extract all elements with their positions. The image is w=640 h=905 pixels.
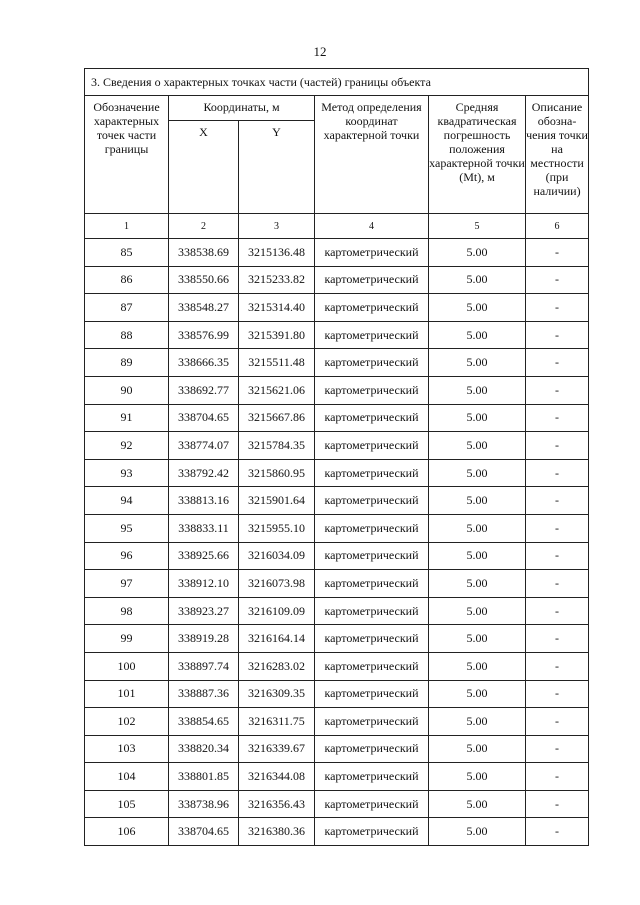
cell-error: 5.00 (429, 487, 526, 515)
cell-point: 103 (85, 735, 169, 763)
cell-error: 5.00 (429, 735, 526, 763)
cell-y: 3215901.64 (239, 487, 315, 515)
cell-y: 3216344.08 (239, 763, 315, 791)
cell-y: 3215784.35 (239, 432, 315, 460)
header-coords: Координаты, м (169, 96, 315, 121)
col-number: 6 (526, 214, 589, 239)
cell-x: 338801.85 (169, 763, 239, 791)
cell-point: 106 (85, 818, 169, 846)
table-row (85, 708, 589, 736)
cell-point: 92 (85, 432, 169, 460)
table-row (85, 735, 589, 763)
cell-method: картометрический (315, 321, 429, 349)
table-row (85, 349, 589, 377)
cell-method: картометрический (315, 514, 429, 542)
table-row (85, 790, 589, 818)
table-row (85, 404, 589, 432)
cell-point: 96 (85, 542, 169, 570)
cell-description: - (526, 680, 589, 708)
table-row (85, 652, 589, 680)
header-x: X (169, 121, 239, 214)
col-number: 4 (315, 214, 429, 239)
cell-method: картометрический (315, 432, 429, 460)
cell-method: картометрический (315, 625, 429, 653)
cell-point: 95 (85, 514, 169, 542)
table-row (85, 321, 589, 349)
cell-error: 5.00 (429, 376, 526, 404)
header-description: Описание обозна-чения точки на местности (при наличии) (526, 96, 589, 214)
cell-error: 5.00 (429, 294, 526, 322)
cell-description: - (526, 597, 589, 625)
cell-method: картометрический (315, 459, 429, 487)
cell-method: картометрический (315, 487, 429, 515)
cell-method: картометрический (315, 349, 429, 377)
cell-point: 90 (85, 376, 169, 404)
table-row (85, 376, 589, 404)
cell-error: 5.00 (429, 239, 526, 267)
section-title: 3. Сведения о характерных точках части (частей) границы объекта (85, 69, 589, 96)
cell-point: 99 (85, 625, 169, 653)
cell-description: - (526, 349, 589, 377)
cell-method: картометрический (315, 376, 429, 404)
col-number: 1 (85, 214, 169, 239)
cell-method: картометрический (315, 790, 429, 818)
table-row (85, 818, 589, 846)
cell-y: 3216164.14 (239, 625, 315, 653)
cell-error: 5.00 (429, 459, 526, 487)
cell-y: 3216339.67 (239, 735, 315, 763)
cell-x: 338738.96 (169, 790, 239, 818)
cell-method: картометрический (315, 294, 429, 322)
header-point: Обозначение характерных точек части границы (85, 96, 169, 214)
cell-y: 3215621.06 (239, 376, 315, 404)
cell-y: 3216073.98 (239, 570, 315, 598)
cell-method: картометрический (315, 818, 429, 846)
cell-y: 3216356.43 (239, 790, 315, 818)
cell-error: 5.00 (429, 818, 526, 846)
table-row (85, 432, 589, 460)
cell-description: - (526, 542, 589, 570)
cell-x: 338854.65 (169, 708, 239, 736)
cell-x: 338548.27 (169, 294, 239, 322)
header-y: Y (239, 121, 315, 214)
cell-description: - (526, 570, 589, 598)
table-row (85, 625, 589, 653)
cell-point: 100 (85, 652, 169, 680)
column-numbers-row (85, 214, 589, 239)
cell-y: 3216311.75 (239, 708, 315, 736)
cell-point: 97 (85, 570, 169, 598)
cell-error: 5.00 (429, 514, 526, 542)
cell-error: 5.00 (429, 652, 526, 680)
cell-x: 338576.99 (169, 321, 239, 349)
table-row (85, 597, 589, 625)
cell-description: - (526, 404, 589, 432)
cell-x: 338820.34 (169, 735, 239, 763)
page-number: 12 (313, 44, 327, 59)
cell-method: картометрический (315, 404, 429, 432)
cell-error: 5.00 (429, 597, 526, 625)
cell-description: - (526, 239, 589, 267)
cell-y: 3216309.35 (239, 680, 315, 708)
cell-error: 5.00 (429, 432, 526, 460)
cell-y: 3215860.95 (239, 459, 315, 487)
cell-x: 338774.07 (169, 432, 239, 460)
cell-x: 338912.10 (169, 570, 239, 598)
cell-y: 3216109.09 (239, 597, 315, 625)
cell-point: 91 (85, 404, 169, 432)
cell-method: картометрический (315, 597, 429, 625)
cell-point: 85 (85, 239, 169, 267)
table-row (85, 570, 589, 598)
cell-description: - (526, 487, 589, 515)
cell-x: 338538.69 (169, 239, 239, 267)
cell-x: 338792.42 (169, 459, 239, 487)
cell-y: 3216380.36 (239, 818, 315, 846)
cell-description: - (526, 294, 589, 322)
cell-y: 3215136.48 (239, 239, 315, 267)
cell-y: 3215391.80 (239, 321, 315, 349)
table-row (85, 266, 589, 294)
cell-x: 338919.28 (169, 625, 239, 653)
cell-x: 338923.27 (169, 597, 239, 625)
table-row (85, 514, 589, 542)
cell-point: 86 (85, 266, 169, 294)
cell-method: картометрический (315, 266, 429, 294)
cell-y: 3215314.40 (239, 294, 315, 322)
cell-x: 338666.35 (169, 349, 239, 377)
cell-x: 338550.66 (169, 266, 239, 294)
cell-error: 5.00 (429, 321, 526, 349)
cell-method: картометрический (315, 763, 429, 791)
table-row (85, 542, 589, 570)
cell-error: 5.00 (429, 266, 526, 294)
table-row (85, 763, 589, 791)
col-number: 3 (239, 214, 315, 239)
table-row (85, 459, 589, 487)
cell-point: 88 (85, 321, 169, 349)
cell-error: 5.00 (429, 404, 526, 432)
cell-method: картометрический (315, 239, 429, 267)
boundary-points-table (84, 68, 589, 846)
cell-y: 3215667.86 (239, 404, 315, 432)
cell-error: 5.00 (429, 680, 526, 708)
cell-error: 5.00 (429, 708, 526, 736)
cell-x: 338692.77 (169, 376, 239, 404)
table-row (85, 680, 589, 708)
cell-method: картометрический (315, 542, 429, 570)
cell-x: 338833.11 (169, 514, 239, 542)
cell-error: 5.00 (429, 763, 526, 791)
cell-point: 89 (85, 349, 169, 377)
cell-point: 94 (85, 487, 169, 515)
cell-description: - (526, 818, 589, 846)
cell-point: 93 (85, 459, 169, 487)
cell-error: 5.00 (429, 349, 526, 377)
col-number: 5 (429, 214, 526, 239)
header-row (85, 96, 589, 121)
cell-y: 3215233.82 (239, 266, 315, 294)
section-title-row (85, 69, 589, 96)
cell-description: - (526, 652, 589, 680)
cell-point: 101 (85, 680, 169, 708)
header-method: Метод определения координат характерной точки (315, 96, 429, 214)
cell-method: картометрический (315, 652, 429, 680)
cell-error: 5.00 (429, 790, 526, 818)
cell-description: - (526, 514, 589, 542)
cell-point: 105 (85, 790, 169, 818)
cell-point: 98 (85, 597, 169, 625)
cell-description: - (526, 459, 589, 487)
cell-description: - (526, 376, 589, 404)
cell-error: 5.00 (429, 625, 526, 653)
cell-method: картометрический (315, 680, 429, 708)
cell-y: 3215955.10 (239, 514, 315, 542)
cell-description: - (526, 790, 589, 818)
cell-y: 3215511.48 (239, 349, 315, 377)
cell-description: - (526, 321, 589, 349)
cell-y: 3216034.09 (239, 542, 315, 570)
cell-x: 338813.16 (169, 487, 239, 515)
cell-description: - (526, 266, 589, 294)
cell-error: 5.00 (429, 542, 526, 570)
table-body (85, 239, 589, 846)
table-row (85, 239, 589, 267)
cell-x: 338925.66 (169, 542, 239, 570)
header-error: Средняя квадратическая погрешность положения характерной точки (Mt), м (429, 96, 526, 214)
cell-x: 338887.36 (169, 680, 239, 708)
cell-y: 3216283.02 (239, 652, 315, 680)
cell-point: 102 (85, 708, 169, 736)
cell-error: 5.00 (429, 570, 526, 598)
cell-description: - (526, 432, 589, 460)
table-row (85, 487, 589, 515)
cell-point: 104 (85, 763, 169, 791)
cell-method: картометрический (315, 735, 429, 763)
cell-x: 338897.74 (169, 652, 239, 680)
col-number: 2 (169, 214, 239, 239)
cell-description: - (526, 735, 589, 763)
cell-x: 338704.65 (169, 404, 239, 432)
table-row (85, 294, 589, 322)
cell-method: картометрический (315, 708, 429, 736)
cell-description: - (526, 763, 589, 791)
cell-description: - (526, 625, 589, 653)
cell-description: - (526, 708, 589, 736)
cell-point: 87 (85, 294, 169, 322)
cell-method: картометрический (315, 570, 429, 598)
cell-x: 338704.65 (169, 818, 239, 846)
